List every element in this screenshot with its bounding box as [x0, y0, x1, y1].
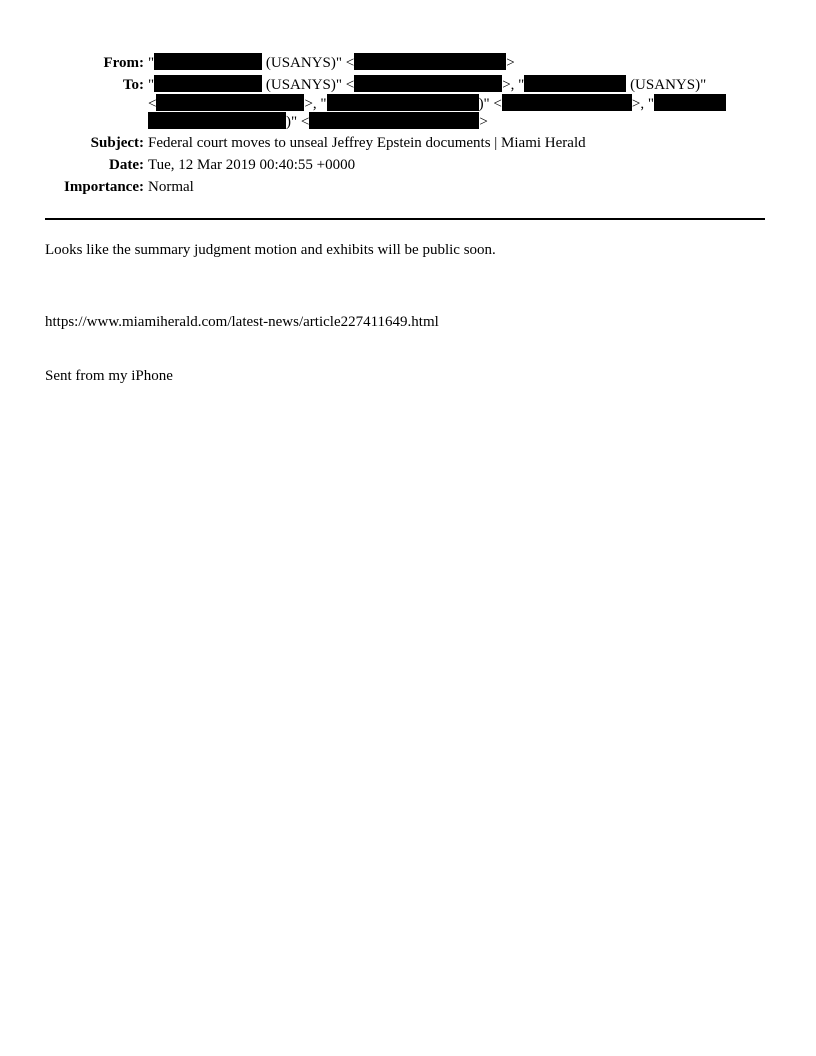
to-label: To: — [122, 77, 144, 93]
subject-row — [0, 132, 816, 154]
subject-label: Subject: — [90, 135, 144, 151]
redaction-block — [354, 75, 502, 92]
redaction-block — [524, 75, 626, 92]
to-separator: >, " — [304, 96, 327, 112]
date-row — [0, 154, 816, 176]
from-value — [148, 52, 515, 74]
redaction-block — [309, 112, 479, 129]
redaction-block — [354, 53, 506, 70]
redaction-block — [148, 112, 286, 129]
importance-value: Normal — [148, 179, 194, 195]
to-separator: )" < — [286, 114, 310, 130]
importance-label: Importance: — [64, 179, 144, 195]
article-link[interactable]: https://www.miamiherald.com/latest-news/article227411649.html — [45, 314, 439, 330]
from-agency: (USANYS)" < — [262, 55, 355, 71]
header-divider — [45, 218, 765, 220]
to-agency: (USANYS)" < — [262, 77, 355, 93]
message-body-line: Looks like the summary judgment motion and exhibits will be public soon. — [45, 242, 496, 258]
to-separator: >, " — [631, 96, 654, 112]
to-value-line-3 — [148, 111, 488, 133]
redaction-block — [154, 75, 262, 92]
to-separator: >, " — [502, 77, 525, 93]
date-label: Date: — [109, 157, 144, 173]
to-row-continued — [0, 111, 816, 133]
redaction-block — [156, 94, 304, 111]
to-agency: (USANYS)" — [626, 77, 707, 93]
redaction-block — [327, 94, 479, 111]
redaction-block — [154, 53, 262, 70]
to-quote: " — [148, 77, 155, 93]
importance-row — [0, 176, 816, 198]
to-lt: < — [148, 96, 157, 112]
from-label: From: — [103, 55, 144, 71]
redaction-block — [654, 94, 726, 111]
redaction-block — [502, 94, 632, 111]
from-row — [0, 52, 816, 74]
to-separator: )" < — [478, 96, 502, 112]
from-end: > — [506, 55, 515, 71]
subject-value: Federal court moves to unseal Jeffrey Epstein documents | Miami Herald — [148, 135, 586, 151]
to-end: > — [479, 114, 488, 130]
date-value: Tue, 12 Mar 2019 00:40:55 +0000 — [148, 157, 356, 173]
from-quote: " — [148, 55, 155, 71]
signature: Sent from my iPhone — [45, 368, 173, 384]
